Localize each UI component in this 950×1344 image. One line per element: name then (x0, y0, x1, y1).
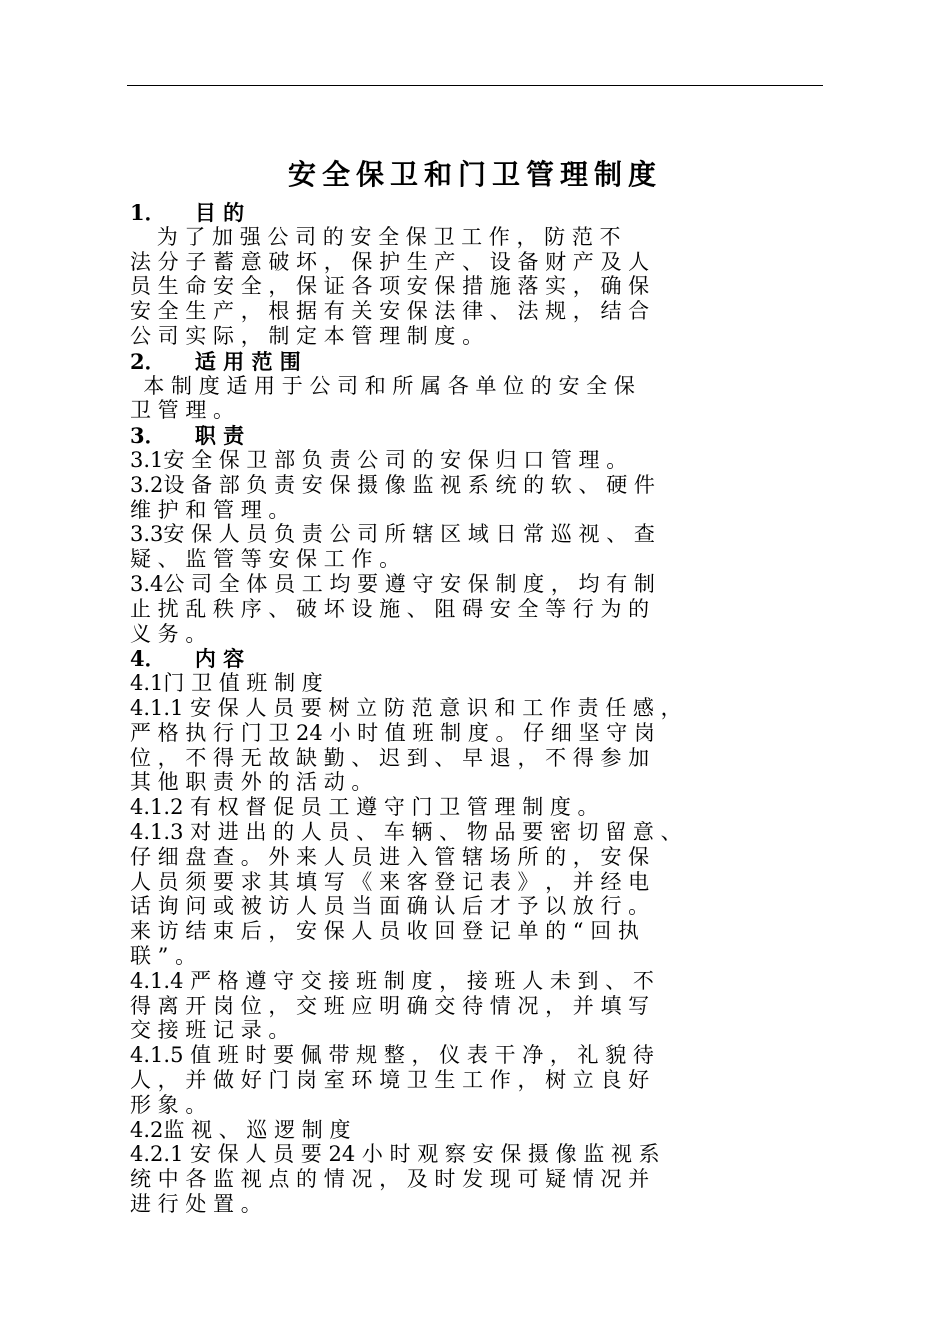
body-line: 4.1.4 严 格 遵 守 交 接 班 制 度 ， 接 班 人 未 到 、 不 (130, 968, 654, 993)
body-line: 公 司 实 际 ， 制 定 本 管 理 制 度 。 (130, 324, 484, 348)
body-line: 义 务 。 (130, 621, 207, 646)
body-line: 严 格 执 行 门 卫 24 小 时 值 班 制 度 。 仔 细 坚 守 岗 (130, 720, 655, 745)
body-line: 交 接 班 记 录 。 (130, 1018, 290, 1043)
body-line: 得 离 开 岗 位 ， 交 班 应 明 确 交 待 情 况 ， 并 填 写 (130, 993, 650, 1018)
body-line: 联 ” 。 (130, 944, 197, 968)
body-line: 3.2设 备 部 负 责 安 保 摄 像 监 视 系 统 的 软 、 硬 件 (130, 472, 655, 497)
body-line: 疑 、 监 管 等 安 保 工 作 。 (130, 547, 401, 572)
body-line: 仔 细 盘 查 。 外 来 人 员 进 入 管 辖 场 所 的 ， 安 保 (130, 844, 650, 869)
body-line: 法 分 子 蓄 意 破 坏 ， 保 护 生 产 、 设 备 财 产 及 人 (130, 249, 650, 274)
body-line: 进 行 处 置 。 (130, 1192, 262, 1216)
body-line: 4.1门 卫 值 班 制 度 (130, 671, 323, 696)
body-line: 4.2监 视 、 巡 逻 制 度 (130, 1117, 351, 1142)
body-line: 其 他 职 责 外 的 活 动 。 (130, 770, 373, 795)
body-line: 话 询 问 或 被 访 人 员 当 面 确 认 后 才 予 以 放 行 。 (130, 894, 650, 919)
section-heading: 3． 职 责 (130, 423, 245, 449)
body-line: 维 护 和 管 理 。 (130, 497, 290, 522)
body-line: 形 象 。 (130, 1092, 207, 1117)
body-line: 3.4公 司 全 体 员 工 均 要 遵 守 安 保 制 度 ， 均 有 制 (130, 572, 655, 596)
body-line: 员 生 命 安 全 ， 保 证 各 项 安 保 措 施 落 实 ， 确 保 (130, 274, 650, 299)
body-line: 4.1.5 值 班 时 要 佩 带 规 整 ， 仪 表 干 净 ， 礼 貌 待 (130, 1043, 654, 1068)
body-line: 止 扰 乱 秩 序 、 破 坏 设 施 、 阻 碍 安 全 等 行 为 的 (130, 596, 650, 621)
body-line: 4.1.2 有 权 督 促 员 工 遵 守 门 卫 管 理 制 度 。 (130, 795, 599, 820)
body-line: 人 员 须 要 求 其 填 写 《 来 客 登 记 表 》 ， 并 经 电 (130, 869, 650, 894)
body-line: 4.2.1 安 保 人 员 要 24 小 时 观 察 安 保 摄 像 监 视 系 (130, 1142, 660, 1167)
section-heading: 4． 内 容 (130, 646, 245, 672)
document-title: 安全保卫和门卫管理制度 (287, 158, 662, 191)
body-line: 安 全 生 产 ， 根 据 有 关 安 保 法 律 、 法 规 ， 结 合 (130, 299, 650, 324)
body-line: 为 了 加 强 公 司 的 安 全 保 卫 工 作 ， 防 范 不 (130, 224, 621, 249)
body-line: 本 制 度 适 用 于 公 司 和 所 属 各 单 位 的 安 全 保 (130, 373, 635, 398)
body-line: 4.1.3 对 进 出 的 人 员 、 车 辆 、 物 品 要 密 切 留 意 、 (130, 820, 682, 844)
body-line: 统 中 各 监 视 点 的 情 况 ， 及 时 发 现 可 疑 情 况 并 (130, 1167, 650, 1192)
body-line: 3.3安 保 人 员 负 责 公 司 所 辖 区 域 日 常 巡 视 、 查 (130, 522, 655, 547)
section-heading: 2． 适 用 范 围 (130, 348, 301, 374)
body-line: 来 访 结 束 后 ， 安 保 人 员 收 回 登 记 单 的 “ 回 执 (130, 919, 639, 944)
section-heading: 1． 目 的 (130, 200, 245, 225)
body-line: 卫 管 理 。 (130, 398, 235, 423)
body-line: 4.1.1 安 保 人 员 要 树 立 防 范 意 识 和 工 作 责 任 感 ， (130, 696, 682, 720)
body-line: 人 ， 并 做 好 门 岗 室 环 境 卫 生 工 作 ， 树 立 良 好 (130, 1068, 650, 1092)
body-line: 3.1安 全 保 卫 部 负 责 公 司 的 安 保 归 口 管 理 。 (130, 448, 628, 472)
body-line: 位 ， 不 得 无 故 缺 勤 、 迟 到 、 早 退 ， 不 得 参 加 (130, 745, 650, 770)
header-rule (127, 85, 823, 86)
